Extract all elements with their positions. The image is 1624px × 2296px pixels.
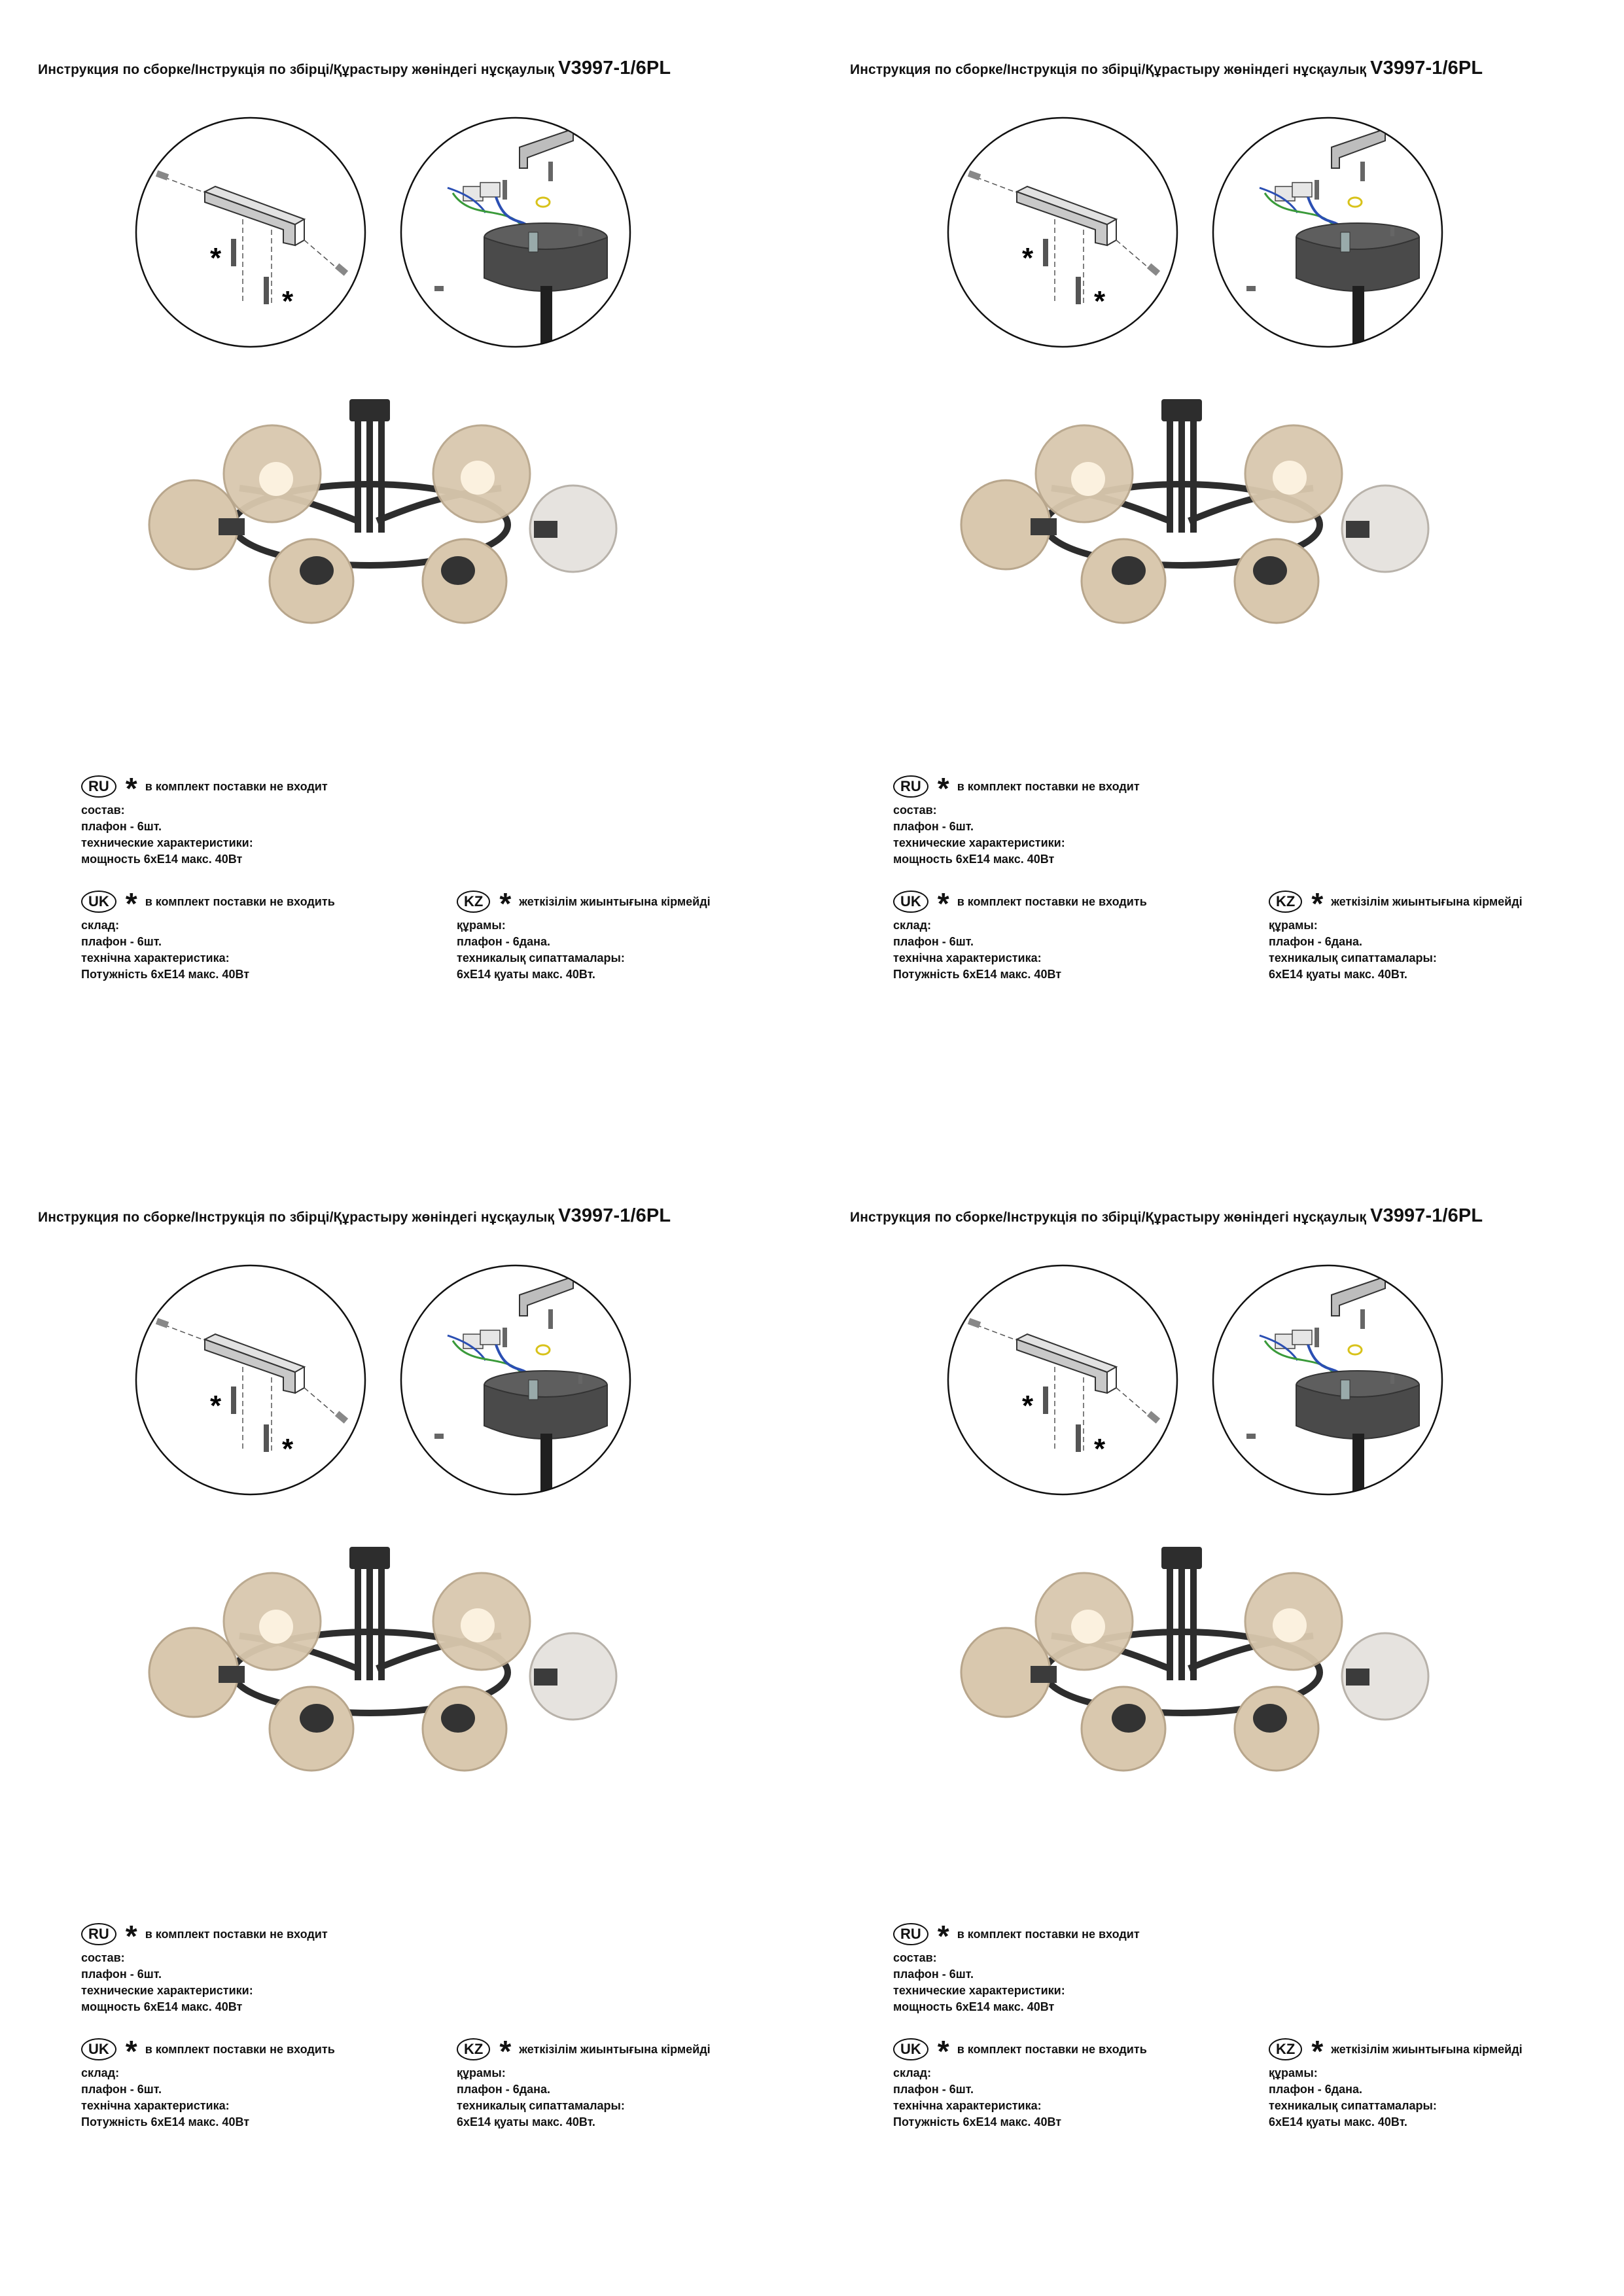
uk-badge: UK bbox=[81, 2038, 116, 2060]
chandelier-icon bbox=[960, 1538, 1496, 1780]
asterisk-icon: * bbox=[125, 771, 137, 805]
uk-line: плафон - 6шт. bbox=[81, 935, 162, 948]
ru-badge: RU bbox=[81, 1923, 116, 1945]
uk-note: в комплект поставки не входить bbox=[957, 894, 1147, 908]
instruction-panel bbox=[0, 0, 812, 1148]
uk-line: технічна характеристика: bbox=[893, 2099, 1042, 2112]
uk-badge: UK bbox=[81, 891, 116, 913]
kz-badge: KZ bbox=[457, 891, 490, 913]
page-title: Инструкция по сборке/Інструкція по збірці/Құрастыру жөніндегі нұсқаулық V3997-1/6PL bbox=[38, 1205, 671, 1226]
ru-line: технические характеристики: bbox=[81, 1984, 253, 1997]
page-title: Инструкция по сборке/Інструкція по збірці/Құрастыру жөніндегі нұсқаулық V3997-1/6PL bbox=[38, 58, 671, 79]
kz-badge: KZ bbox=[1269, 2038, 1302, 2060]
uk-section bbox=[893, 889, 1147, 983]
ru-line: мощность 6хЕ14 макс. 40Вт bbox=[81, 2000, 243, 2013]
ru-line: мощность 6хЕ14 макс. 40Вт bbox=[893, 853, 1055, 866]
kz-note: жеткізілім жиынтығына кірмейді bbox=[519, 894, 711, 908]
kz-line: құрамы: bbox=[1269, 2066, 1318, 2079]
ru-note: в комплект поставки не входит bbox=[957, 1927, 1140, 1941]
svg-text:*: * bbox=[1094, 285, 1106, 317]
ru-line: состав: bbox=[893, 1951, 937, 1964]
uk-section bbox=[81, 889, 335, 983]
kz-line: плафон - 6дана. bbox=[457, 935, 551, 948]
ru-note: в комплект поставки не входит bbox=[145, 779, 328, 793]
canopy-wiring-icon bbox=[1210, 115, 1445, 350]
ru-section bbox=[81, 773, 328, 868]
model-number: V3997-1/6PL bbox=[558, 58, 671, 79]
ru-line: мощность 6хЕ14 макс. 40Вт bbox=[893, 2000, 1055, 2013]
kz-section bbox=[457, 2036, 711, 2130]
uk-line: склад: bbox=[81, 919, 120, 932]
asterisk-icon: * bbox=[1311, 887, 1324, 921]
kz-line: техникалық сипаттамалары: bbox=[457, 2099, 625, 2112]
page-title: Инструкция по сборке/Інструкція по збірці/Құрастыру жөніндегі нұсқаулық V3997-1/6PL bbox=[850, 1205, 1483, 1226]
uk-line: технічна характеристика: bbox=[893, 951, 1042, 964]
svg-text:*: * bbox=[282, 285, 294, 317]
kz-badge: KZ bbox=[1269, 891, 1302, 913]
svg-text:*: * bbox=[210, 1390, 222, 1422]
ru-line: состав: bbox=[81, 804, 125, 817]
ru-section bbox=[893, 773, 1140, 868]
chandelier-icon bbox=[148, 390, 684, 632]
uk-line: Потужність 6хЕ14 макс. 40Вт bbox=[81, 2115, 250, 2128]
uk-line: склад: bbox=[893, 2066, 932, 2079]
bracket-mounting-icon bbox=[945, 1262, 1180, 1498]
ru-section bbox=[81, 1921, 328, 2015]
svg-text:*: * bbox=[210, 242, 222, 274]
kz-line: техникалық сипаттамалары: bbox=[457, 951, 625, 964]
kz-note: жеткізілім жиынтығына кірмейді bbox=[1331, 894, 1523, 908]
ru-badge: RU bbox=[893, 775, 928, 798]
svg-text:*: * bbox=[1094, 1433, 1106, 1465]
page-title: Инструкция по сборке/Інструкція по збірці/Құрастыру жөніндегі нұсқаулық V3997-1/6PL bbox=[850, 58, 1483, 79]
kz-badge: KZ bbox=[457, 2038, 490, 2060]
uk-badge: UK bbox=[893, 891, 928, 913]
ru-line: технические характеристики: bbox=[81, 836, 253, 849]
kz-section bbox=[1269, 2036, 1523, 2130]
asterisk-icon: * bbox=[125, 1919, 137, 1953]
kz-note: жеткізілім жиынтығына кірмейді bbox=[519, 2042, 711, 2056]
kz-line: плафон - 6дана. bbox=[1269, 935, 1363, 948]
uk-section bbox=[893, 2036, 1147, 2130]
kz-line: плафон - 6дана. bbox=[457, 2083, 551, 2096]
asterisk-icon: * bbox=[937, 1919, 949, 1953]
uk-line: Потужність 6хЕ14 макс. 40Вт bbox=[893, 2115, 1062, 2128]
asterisk-icon: * bbox=[937, 887, 949, 921]
ru-line: плафон - 6шт. bbox=[81, 1968, 162, 1981]
asterisk-icon: * bbox=[499, 887, 512, 921]
kz-line: 6хЕ14 қуаты макс. 40Вт. bbox=[1269, 2115, 1407, 2128]
canopy-wiring-icon bbox=[398, 1262, 633, 1498]
instruction-panel bbox=[812, 1148, 1624, 2295]
kz-line: 6хЕ14 қуаты макс. 40Вт. bbox=[457, 2115, 595, 2128]
kz-note: жеткізілім жиынтығына кірмейді bbox=[1331, 2042, 1523, 2056]
uk-note: в комплект поставки не входить bbox=[145, 2042, 335, 2056]
bracket-mounting-icon bbox=[133, 115, 368, 350]
kz-line: плафон - 6дана. bbox=[1269, 2083, 1363, 2096]
uk-note: в комплект поставки не входить bbox=[145, 894, 335, 908]
kz-line: техникалық сипаттамалары: bbox=[1269, 951, 1437, 964]
ru-line: технические характеристики: bbox=[893, 836, 1065, 849]
uk-line: технічна характеристика: bbox=[81, 2099, 230, 2112]
instruction-panel bbox=[0, 1148, 812, 2295]
ru-line: технические характеристики: bbox=[893, 1984, 1065, 1997]
svg-text:*: * bbox=[282, 1433, 294, 1465]
kz-line: құрамы: bbox=[457, 919, 506, 932]
ru-badge: RU bbox=[81, 775, 116, 798]
model-number: V3997-1/6PL bbox=[1370, 1205, 1483, 1226]
bracket-mounting-icon bbox=[945, 115, 1180, 350]
asterisk-icon: * bbox=[1311, 2034, 1324, 2068]
kz-line: 6хЕ14 қуаты макс. 40Вт. bbox=[1269, 968, 1407, 981]
uk-line: склад: bbox=[81, 2066, 120, 2079]
chandelier-icon bbox=[960, 390, 1496, 632]
kz-section bbox=[457, 889, 711, 983]
ru-badge: RU bbox=[893, 1923, 928, 1945]
canopy-wiring-icon bbox=[398, 115, 633, 350]
uk-line: плафон - 6шт. bbox=[81, 2083, 162, 2096]
asterisk-icon: * bbox=[499, 2034, 512, 2068]
kz-line: құрамы: bbox=[457, 2066, 506, 2079]
ru-line: плафон - 6шт. bbox=[893, 820, 974, 833]
uk-line: плафон - 6шт. bbox=[893, 935, 974, 948]
uk-line: технічна характеристика: bbox=[81, 951, 230, 964]
model-number: V3997-1/6PL bbox=[558, 1205, 671, 1226]
svg-text:*: * bbox=[1022, 242, 1034, 274]
ru-line: мощность 6хЕ14 макс. 40Вт bbox=[81, 853, 243, 866]
kz-line: құрамы: bbox=[1269, 919, 1318, 932]
ru-line: плафон - 6шт. bbox=[81, 820, 162, 833]
ru-line: плафон - 6шт. bbox=[893, 1968, 974, 1981]
uk-line: Потужність 6хЕ14 макс. 40Вт bbox=[81, 968, 250, 981]
asterisk-icon: * bbox=[125, 887, 137, 921]
asterisk-icon: * bbox=[937, 771, 949, 805]
asterisk-icon: * bbox=[937, 2034, 949, 2068]
ru-section bbox=[893, 1921, 1140, 2015]
svg-text:*: * bbox=[1022, 1390, 1034, 1422]
ru-note: в комплект поставки не входит bbox=[145, 1927, 328, 1941]
uk-line: Потужність 6хЕ14 макс. 40Вт bbox=[893, 968, 1062, 981]
uk-note: в комплект поставки не входить bbox=[957, 2042, 1147, 2056]
chandelier-icon bbox=[148, 1538, 684, 1780]
uk-badge: UK bbox=[893, 2038, 928, 2060]
uk-line: плафон - 6шт. bbox=[893, 2083, 974, 2096]
ru-line: состав: bbox=[893, 804, 937, 817]
bracket-mounting-icon bbox=[133, 1262, 368, 1498]
asterisk-icon: * bbox=[125, 2034, 137, 2068]
ru-line: состав: bbox=[81, 1951, 125, 1964]
kz-section bbox=[1269, 889, 1523, 983]
ru-note: в комплект поставки не входит bbox=[957, 779, 1140, 793]
kz-line: техникалық сипаттамалары: bbox=[1269, 2099, 1437, 2112]
instruction-panel bbox=[812, 0, 1624, 1148]
uk-line: склад: bbox=[893, 919, 932, 932]
kz-line: 6хЕ14 қуаты макс. 40Вт. bbox=[457, 968, 595, 981]
canopy-wiring-icon bbox=[1210, 1262, 1445, 1498]
uk-section bbox=[81, 2036, 335, 2130]
model-number: V3997-1/6PL bbox=[1370, 58, 1483, 79]
